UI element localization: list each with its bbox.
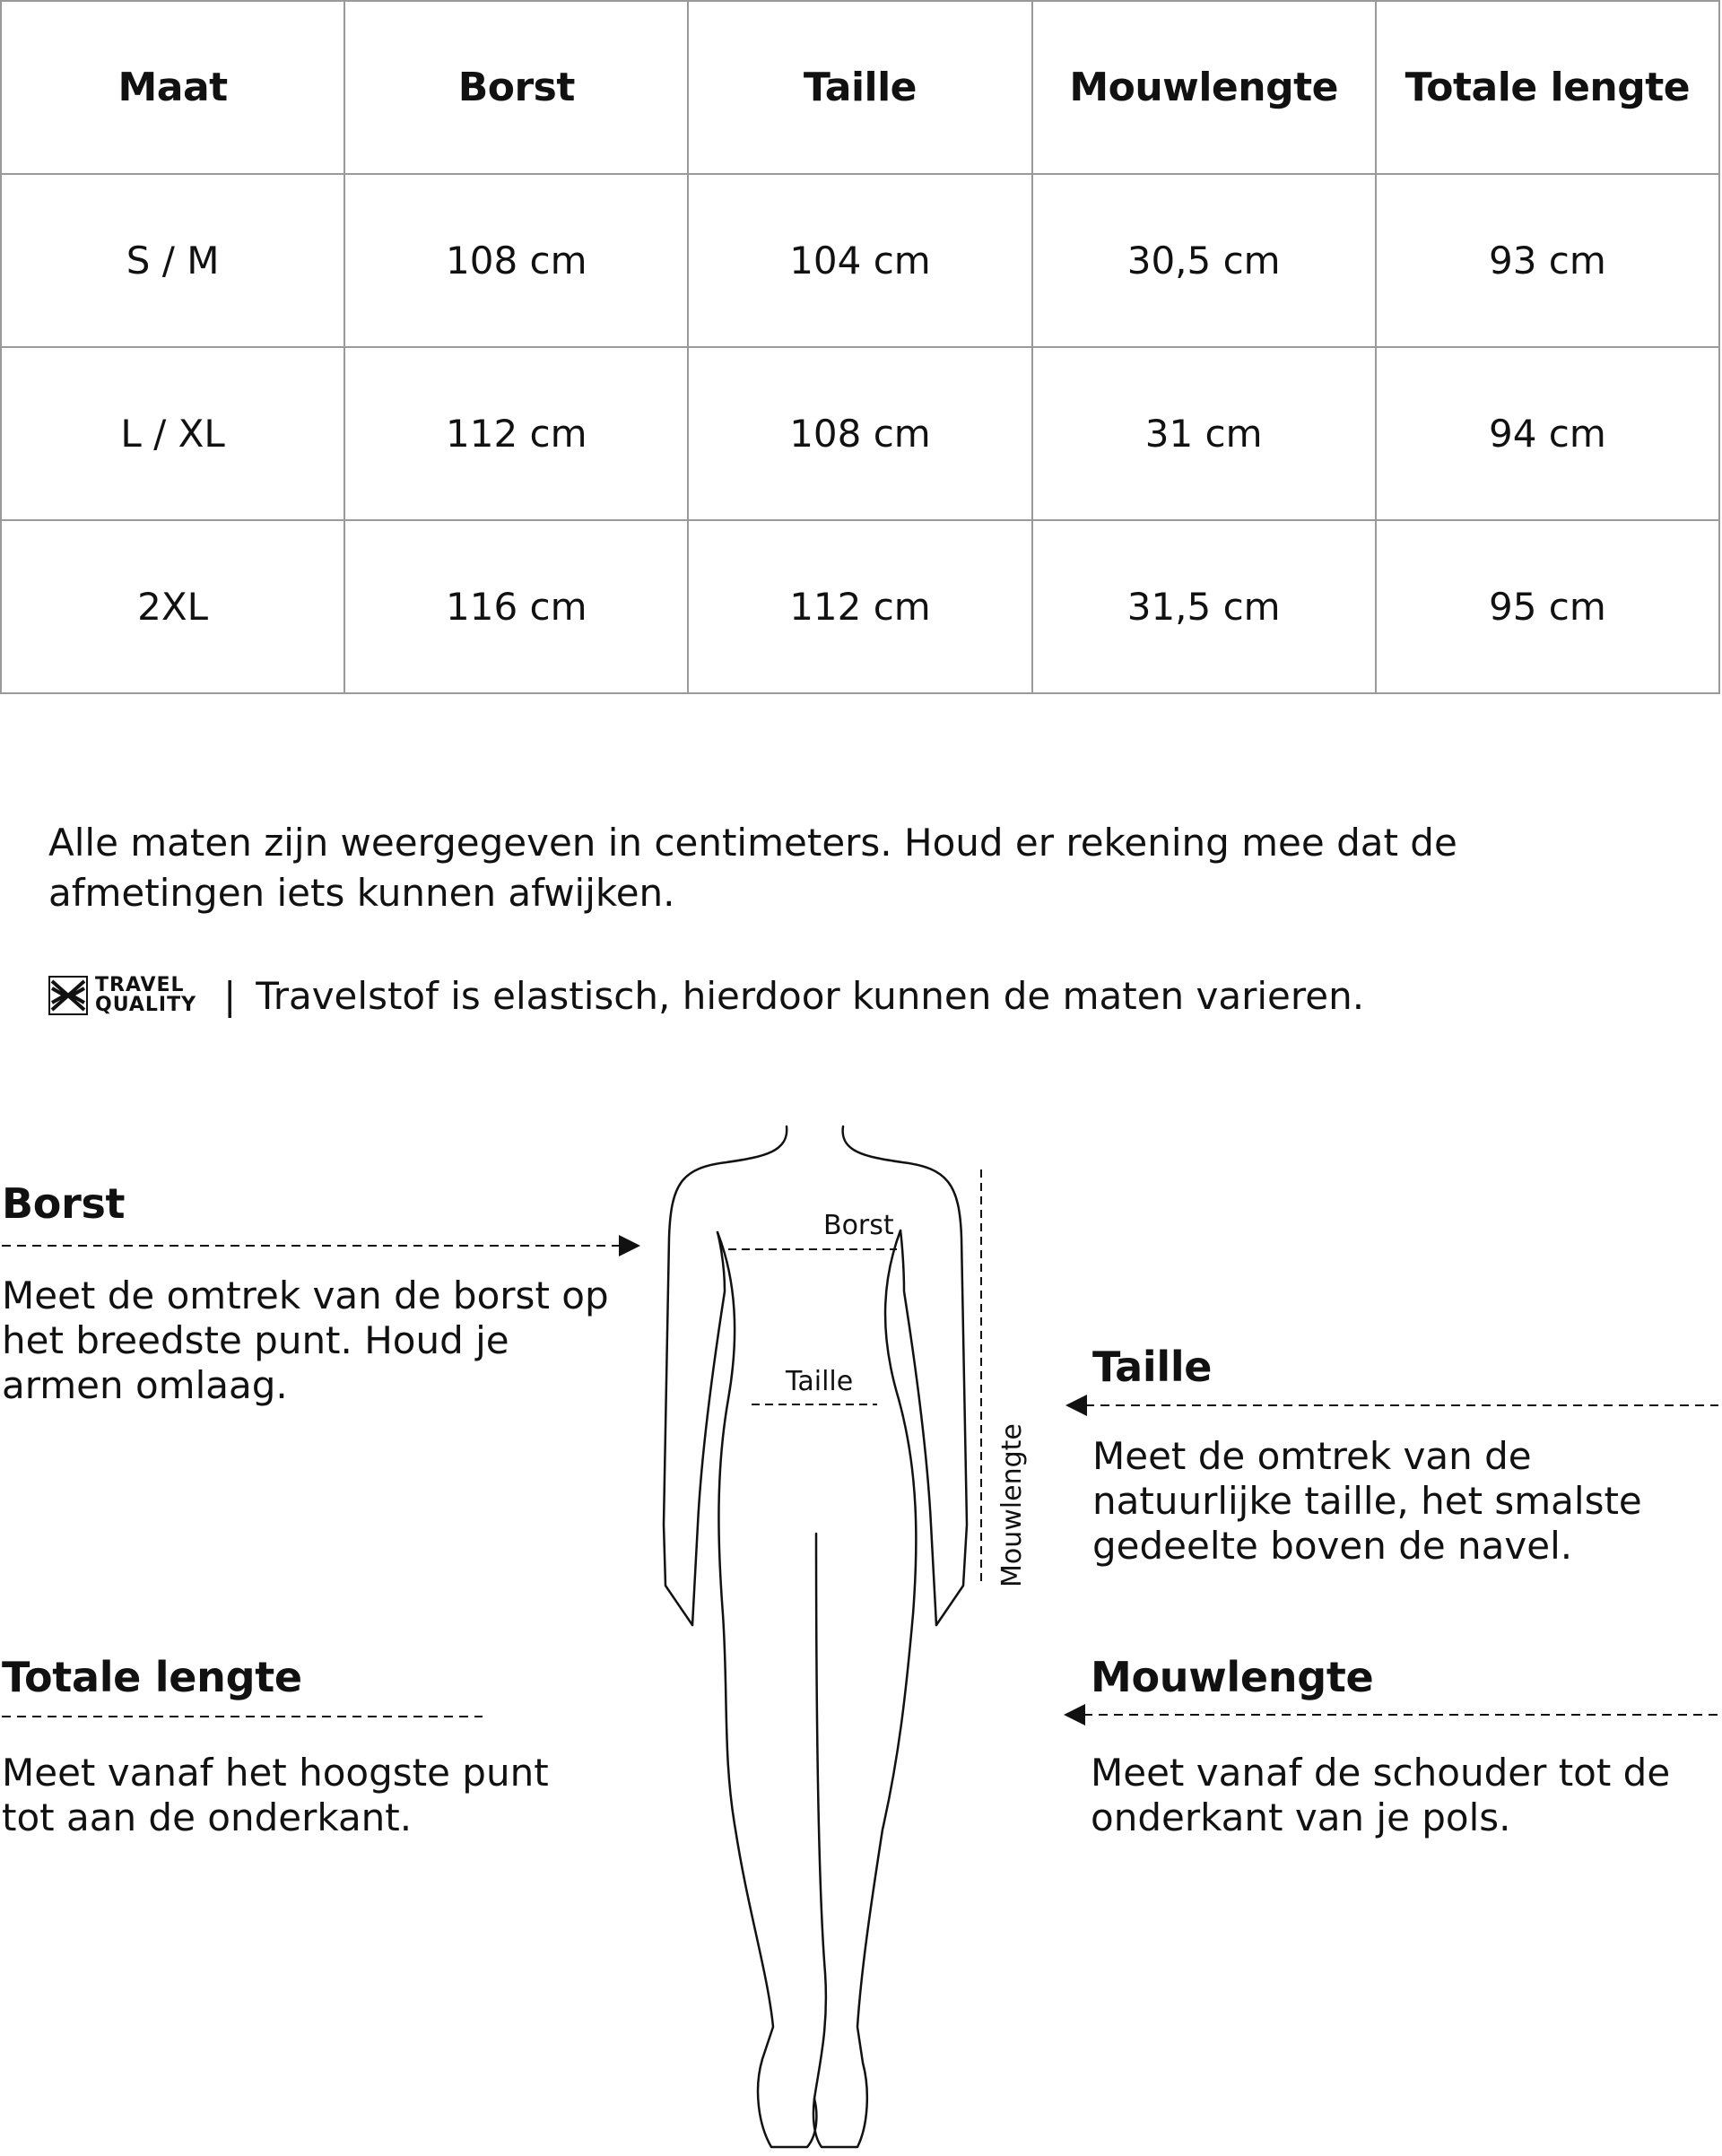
table-cell: 116 cm xyxy=(344,520,688,693)
logo-line-quality: QUALITY xyxy=(95,994,197,1016)
header-taille: Taille xyxy=(688,1,1031,174)
taille-arrow-icon xyxy=(1065,1395,1087,1416)
borst-arrow-icon xyxy=(619,1235,640,1256)
table-cell: 30,5 cm xyxy=(1032,174,1376,347)
travel-quality-row xyxy=(48,969,1364,1022)
size-table xyxy=(0,0,1720,694)
table-cell: 112 cm xyxy=(688,520,1031,693)
fabric-note: Travelstof is elastisch, hierdoor kunnen de maten varieren. xyxy=(256,973,1365,1018)
header-totale-lengte: Totale lengte xyxy=(1376,1,1719,174)
table-cell: 95 cm xyxy=(1376,520,1719,693)
measurement-note: Alle maten zijn weergegeven in centimeters. Houd er rekening mee dat de afmetingen iets kunnen afwijken. xyxy=(48,821,1457,915)
logo-separator: | xyxy=(223,973,237,1018)
table-cell: 2XL xyxy=(1,520,344,693)
table-cell: L / XL xyxy=(1,347,344,520)
figure-taille-label: Taille xyxy=(786,1366,854,1397)
table-cell: 104 cm xyxy=(688,174,1031,347)
borst-title: Borst xyxy=(2,1179,126,1228)
mouwlengte-title: Mouwlengte xyxy=(1091,1653,1374,1701)
logo-line-travel: TRAVEL xyxy=(95,974,185,996)
figure-mouwlengte-label: Mouwlengte xyxy=(996,1423,1028,1587)
taille-title: Taille xyxy=(1092,1343,1213,1391)
header-borst: Borst xyxy=(344,1,688,174)
taille-description: Meet de omtrek van de natuurlijke taille, het smalste gedeelte boven de navel. xyxy=(1092,1434,1642,1568)
table-cell: 93 cm xyxy=(1376,174,1719,347)
table-cell: 31,5 cm xyxy=(1032,520,1376,693)
table-header-row xyxy=(1,1,1719,174)
figure-borst-label: Borst xyxy=(823,1210,894,1241)
table-row xyxy=(1,347,1719,520)
totale-lengte-description: Meet vanaf het hoogste punt tot aan de onderkant. xyxy=(2,1751,549,1839)
header-mouwlengte: Mouwlengte xyxy=(1032,1,1376,174)
body-outline xyxy=(664,1126,967,2147)
table-cell: 108 cm xyxy=(688,347,1031,520)
table-cell: 112 cm xyxy=(344,347,688,520)
table-cell: 94 cm xyxy=(1376,347,1719,520)
header-maat: Maat xyxy=(1,1,344,174)
body-figure-diagram xyxy=(0,1103,1722,2156)
table-cell: 31 cm xyxy=(1032,347,1376,520)
totale-lengte-title: Totale lengte xyxy=(2,1653,302,1701)
borst-description: Meet de omtrek van de borst op het breedste punt. Houd je armen omlaag. xyxy=(2,1274,609,1407)
table-row xyxy=(1,174,1719,347)
travel-quality-logo xyxy=(95,976,196,1015)
table-cell: 108 cm xyxy=(344,174,688,347)
table-cell: S / M xyxy=(1,174,344,347)
table-row xyxy=(1,520,1719,693)
travel-quality-logo-icon xyxy=(48,976,88,1015)
mouwlengte-arrow-icon xyxy=(1064,1704,1085,1726)
mouwlengte-description: Meet vanaf de schouder tot de onderkant van je pols. xyxy=(1091,1751,1671,1839)
